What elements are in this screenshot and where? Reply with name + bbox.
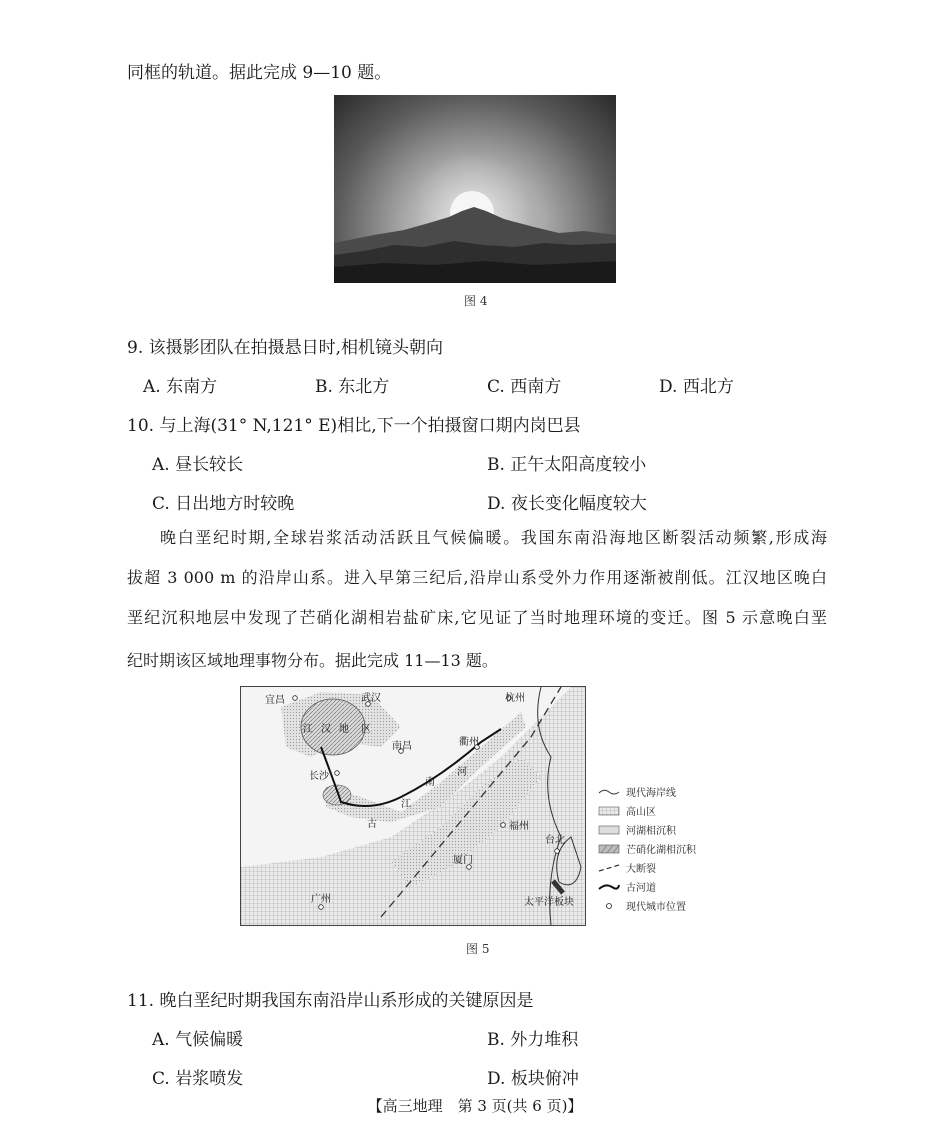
legend-item [598,839,748,858]
city-legend-icon [598,901,620,911]
map-label-jianghan-3: 地 [339,724,349,735]
city-dot-yichang [293,696,298,701]
map-label-nanchang: 南昌 [392,741,412,752]
map-label-wuhan: 武汉 [361,693,381,704]
figure-4-photo [334,95,616,283]
q9-option-d: D. 西北方 [659,377,734,397]
legend-label: 现代海岸线 [626,788,676,799]
map-label-guangzhou: 广州 [311,894,331,905]
ancient-river-legend-icon [598,882,620,892]
map-label-river-2: 河 [457,767,467,778]
map-label-quzhou: 衢州 [459,737,479,748]
coastline-legend-icon [598,787,620,797]
figure-5-map [240,686,586,926]
q10-option-b: B. 正午太阳高度较小 [487,455,647,475]
q10-option-c: C. 日出地方时较晚 [152,494,295,514]
q10-option-d: D. 夜长变化幅度较大 [487,494,647,514]
legend-item [598,801,748,820]
legend-item [598,896,748,915]
map-label-river-1: 南 [425,777,435,788]
city-dot-fuzhou [501,823,506,828]
saline-deposit-legend-icon [598,844,620,854]
q11-option-c: C. 岩浆喷发 [152,1069,244,1089]
legend-item [598,782,748,801]
legend-label: 芒硝化湖相沉积 [626,845,696,856]
city-dot-changsha [335,771,340,776]
passage-line-4: 纪时期该区域地理事物分布。据此完成 11—13 题。 [127,651,498,670]
map-label-hangzhou: 杭州 [505,693,525,704]
q11-option-d: D. 板块俯冲 [487,1069,579,1089]
q9-option-b: B. 东北方 [315,377,390,397]
q9-option-c: C. 西南方 [487,377,562,397]
legend-item [598,820,748,839]
city-dot-taibei [555,849,560,854]
q10-stem: 10. 与上海(31° N,121° E)相比,下一个拍摄窗口期内岗巴县 [127,416,581,436]
q9-stem: 9. 该摄影团队在拍摄悬日时,相机镜头朝向 [127,338,444,358]
legend-label: 古河道 [626,883,656,894]
lake-deposit-legend-icon [598,825,620,835]
passage-line-2: 拔超 3 000 m 的沿岸山系。进入早第三纪后,沿岸山系受外力作用逐渐被削低。江汉地区晚白 [127,568,827,587]
fault-legend-icon [598,863,620,873]
map-label-jianghan-2: 汉 [321,724,331,735]
figure-4-caption: 图 4 [464,294,488,308]
q11-stem: 11. 晚白垩纪时期我国东南沿岸山系形成的关键原因是 [127,991,534,1011]
legend-item [598,858,748,877]
map-label-jianghan-4: 区 [361,724,371,735]
figure-5-caption: 图 5 [466,942,490,956]
map-label-pacific-plate: 太平洋板块 [524,897,574,908]
mountain-legend-icon [598,806,620,816]
passage-line-1: 晚白垩纪时期,全球岩浆活动活跃且气候偏暖。我国东南沿海地区断裂活动频繁,形成海 [160,528,827,547]
q9-option-a: A. 东南方 [143,377,218,397]
map-label-yichang: 宜昌 [265,695,285,706]
map-label-river-3: 江 [401,799,411,810]
q11-option-a: A. 气候偏暖 [152,1030,244,1050]
q11-option-b: B. 外力堆积 [487,1030,579,1050]
map-label-river-4: 古 [367,819,377,830]
map-label-xiamen: 厦门 [453,855,473,866]
legend-item [598,877,748,896]
legend-label: 大断裂 [626,864,656,875]
legend-label: 高山区 [626,807,656,818]
legend-label: 现代城市位置 [626,902,686,913]
q10-option-a: A. 昼长较长 [152,455,244,475]
legend-label: 河湖相沉积 [626,826,676,837]
passage-line-3: 垩纪沉积地层中发现了芒硝化湖相岩盐矿床,它见证了当时地理环境的变迁。图 5 示意晚白垩 [127,608,827,627]
map-label-fuzhou: 福州 [509,821,529,832]
figure-5-legend [598,782,748,915]
map-label-taibei: 台北 [545,835,565,846]
page-footer: 【高三地理 第 3 页(共 6 页)】 [367,1097,583,1115]
map-label-jianghan-1: 江 [303,724,313,735]
map-label-changsha: 长沙 [309,771,329,782]
city-dot-guangzhou [319,905,324,910]
sunset-mountain-image [334,95,616,283]
intro-line: 同框的轨道。据此完成 9—10 题。 [127,63,392,83]
